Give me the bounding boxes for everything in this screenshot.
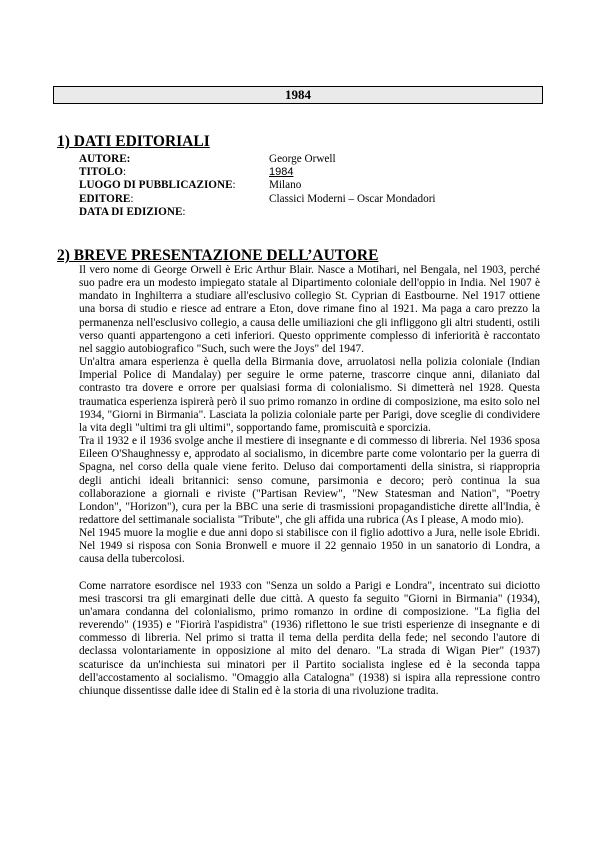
editorial-info-label [79,193,134,206]
section-heading-presentazione-autore: 2) BREVE PRESENTAZIONE DELL’AUTORE [57,247,379,264]
editorial-info-row [79,179,539,192]
editorial-info-label-colon: : [130,192,134,205]
author-presentation-text [79,264,540,698]
editorial-info-label-text: DATA DI EDIZIONE [79,205,183,218]
editorial-info-row [79,206,539,219]
editorial-info-row [79,153,539,166]
editorial-info-label [79,206,186,219]
bio-paragraph: Nel 1945 muore la moglie e due anni dopo si stabilisce con il figlio adottivo a Jura, nelle isole Ebridi. Nel 1949 si risposa con Sonia Bronwell e muore il 22 gennaio 1950 in un sanatorio di Londra, a causa della tubercolosi. [79,527,540,566]
editorial-info-label-colon: : [182,205,186,218]
editorial-info-value: George Orwell [269,153,336,165]
editorial-info-label-colon: : [122,166,127,179]
editorial-info-label-text: AUTORE: [79,153,131,165]
editorial-info-value: Classici Moderni – Oscar Mondadori [269,192,436,205]
document-title: 1984 [53,86,543,104]
editorial-info-label-text: LUOGO DI PUBBLICAZIONE [79,179,233,192]
editorial-info-row [79,193,539,206]
bio-paragraph: Il vero nome di George Orwell è Eric Arthur Blair. Nasce a Motihari, nel Bengala, nel 1903, perché suo padre era un modesto impiegato statale al Dipartimento coloniale dell'oppio in India. Nel 1907 è mandato in Inghilterra a studiare all'esclusivo collegio St. Cyprian di Eastbourne. Nel 1917 ottiene una borsa di studio e riesce ad entrare a Eton, dove rimane fino al 1921. Ma paga a caro prezzo la permanenza nell'esclusivo collegio, a causa delle umiliazioni che gli infliggono gli altri studenti, ostili verso quanti appartengono a ceti inferiori. Questo opprimente complesso di inferiorità è raccontato nel saggio autobiografico "Such, such were the Joys" del 1947. [79,264,541,355]
section-heading-dati-editoriali: 1) DATI EDITORIALI [57,133,210,150]
bio-paragraph: Come narratore esordisce nel 1933 con "Senza un soldo a Parigi e Londra", incentrato sui diciotto mesi trascorsi tra gli emarginati delle due città. A questo fa seguito "Giorni in Birmania" (1934), un'amara condanna del colonialismo, primo romanzo in ordine di composizione. "La figlia del reverendo" (1935) e "Fiorirà l'aspidistra" (1936) riflettono le sue tristi esperienze di insegnante e di commesso di libreria. Nel primo si tratta il tema della perdita della fede; nel secondo l'autore di declassa volontariamente in opposizione al mito del denaro. "La strada di Wigan Pier" (1937) scaturisce da un'inchiesta sui minatori per il Partito socialista inglese ed è la seconda tappa dell'accostamento al socialismo. "Omaggio alla Catalogna" (1938) si ispira alla repressione contro chiunque dissentisse dalle idee di Stalin ed è la storia di una rivoluzione tradita. [79,579,540,697]
editorial-info-label-colon: : [232,179,236,192]
editorial-info-value: Milano [269,179,302,192]
editorial-info-row [79,166,539,179]
editorial-info-label [79,179,236,192]
editorial-info-label [79,166,126,179]
bio-paragraph: Tra il 1932 e il 1936 svolge anche il mestiere di insegnante e di commesso di libreria. Nel 1936 sposa Eileen O'Shaughnessy e, approdato al socialismo, in dicembre parte come volontario per la guerra di Spagna, nel corso della quale viene ferito. Deluso dai comportamenti della sinistra, si riappropria degli antichi ideali britannici: senso comune, parsimonia e decoro; però continua la sua collaborazione a giornali e riviste ("Partisan Review", "New Statesman and Nation", "Poetry London", "Horizon"), cura per la BBC una serie di trasmissioni propagandistiche dirette all'India, è redattore del settimanale socialista "Tribute", che gli affida una rubrica (As I please, A modo mio). [79,435,540,526]
editorial-info-label [79,153,130,166]
editorial-info-value: 1984 [269,166,294,179]
bio-paragraph: Un'altra amara esperienza è quella della Birmania dove, arruolatosi nella polizia coloniale (Indian Imperial Police di Mandalay) per seguire le orme paterne, trascorre cinque anni, dilaniato dal contrasto tra dovere e orrore per qualsiasi forma di colonialismo. Si dimetterà nel 1928. Questa traumatica esperienza ispirerà però il suo primo romanzo in ordine di composizione, ma esito solo nel 1934, "Giorni in Birmania". Lasciata la polizia coloniale parte per Parigi, dove sceglie di condividere la vita degli "ultimi tra gli ultimi", sopportando fame, promiscuità e sporcizia. [79,356,540,434]
editorial-info-label-text: TITOLO [79,166,123,179]
editorial-info-label-text: EDITORE [79,192,131,205]
